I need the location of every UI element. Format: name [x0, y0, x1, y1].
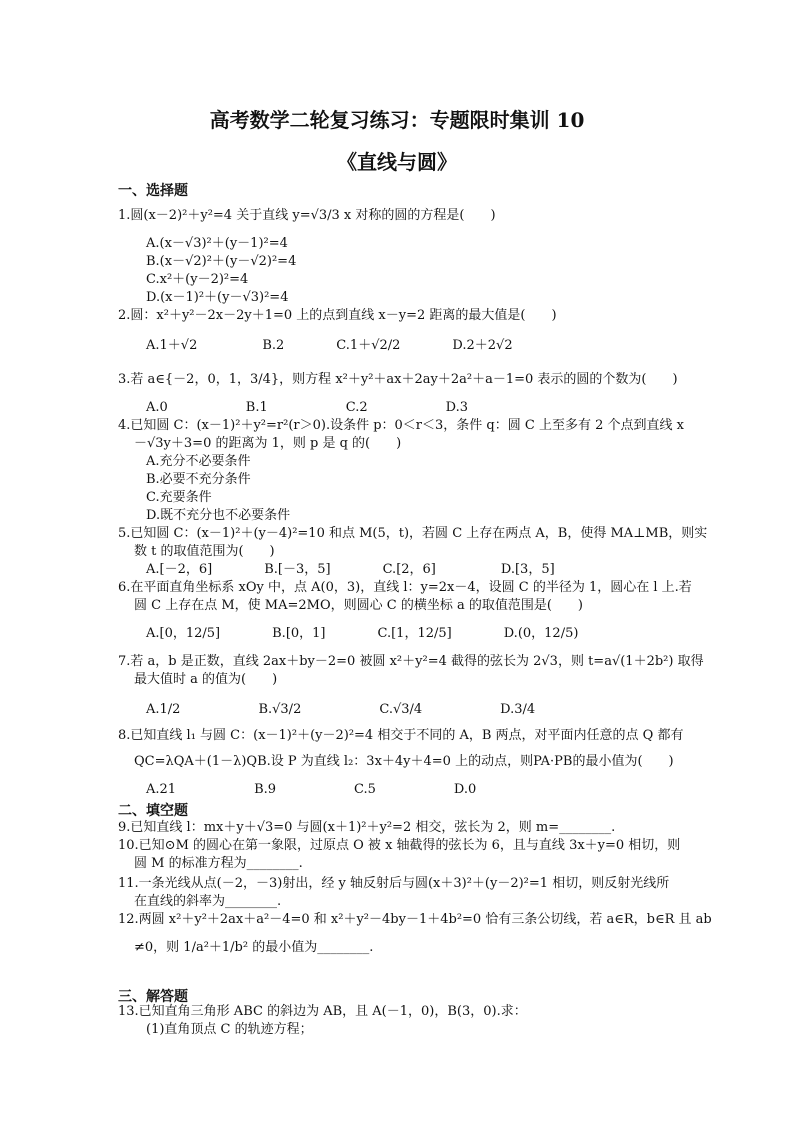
- question-7: 7.若 a，b 是正数，直线 2ax＋by－2=0 被圆 x²＋y²=4 截得的弦长为 2√3，则 t=a√(1＋2b²) 取得: [118, 654, 704, 669]
- question-13-part-1: (1)直角顶点 C 的轨迹方程；: [146, 1022, 313, 1037]
- question-7-options: A.1/2 B.√3/2 C.√3/4 D.3/4: [146, 702, 536, 717]
- section-choice: 一、选择题: [118, 183, 188, 199]
- page-subtitle: 《直线与圆》: [337, 150, 457, 174]
- page-title: 高考数学二轮复习练习：专题限时集训 10: [209, 108, 585, 132]
- question-12-cont: ≠0，则 1/a²＋1/b² 的最小值为________.: [134, 940, 374, 955]
- question-3: 3.若 a∈{－2，0，1，3/4}，则方程 x²＋y²＋ax＋2ay＋2a²＋a－1=0 表示的圆的个数为( ): [118, 372, 678, 387]
- question-4-option-a: A.充分不必要条件: [146, 454, 251, 469]
- question-10: 10.已知⊙M 的圆心在第一象限，过原点 O 被 x 轴截得的弦长为 6，且与直线 3x＋y=0 相切，则: [118, 838, 681, 853]
- section-answer: 三、解答题: [118, 989, 188, 1005]
- question-4-option-c: C.充要条件: [146, 490, 212, 505]
- question-6-cont: 圆 C 上存在点 M，使 MA=2MO，则圆心 C 的横坐标 a 的取值范围是( ): [134, 598, 583, 613]
- question-2-options: A.1＋√2 B.2 C.1＋√2/2 D.2＋2√2: [146, 338, 513, 353]
- question-11: 11.一条光线从点(－2，－3)射出，经 y 轴反射后与圆(x＋3)²＋(y－2)²=1 相切，则反射光线所: [118, 876, 670, 891]
- question-5-cont: 数 t 的取值范围为( ): [134, 544, 275, 559]
- question-8: 8.已知直线 l₁ 与圆 C：(x－1)²＋(y－2)²=4 相交于不同的 A，B 两点，对平面内任意的点 Q 都有: [118, 728, 684, 743]
- question-6: 6.在平面直角坐标系 xOy 中，点 A(0，3)，直线 l：y=2x－4，设圆 C 的半径为 1，圆心在 l 上.若: [118, 580, 692, 595]
- question-7-cont: 最大值时 a 的值为( ): [134, 672, 278, 687]
- question-13: 13.已知直角三角形 ABC 的斜边为 AB，且 A(－1，0)，B(3，0).求：: [118, 1004, 527, 1019]
- question-5-options: A.[－2，6] B.[－3，5] C.[2，6] D.[3，5]: [146, 562, 555, 577]
- question-4-option-b: B.必要不充分条件: [146, 472, 251, 487]
- question-4-option-d: D.既不充分也不必要条件: [146, 508, 291, 523]
- question-8-options: A.21 B.9 C.5 D.0: [146, 782, 477, 797]
- question-1-option-a: A.(x－√3)²＋(y－1)²=4: [146, 236, 288, 251]
- question-11-cont: 在直线的斜率为________.: [134, 894, 282, 909]
- question-2: 2.圆：x²＋y²－2x－2y＋1=0 上的点到直线 x－y=2 距离的最大值是( ): [118, 308, 557, 323]
- question-9: 9.已知直线 l：mx＋y＋√3=0 与圆(x＋1)²＋y²=2 相交，弦长为 2，则 m=________.: [118, 820, 616, 835]
- question-1-option-c: C.x²＋(y－2)²=4: [146, 272, 249, 287]
- question-1: 1.圆(x－2)²＋y²=4 关于直线 y=√3/3 x 对称的圆的方程是( ): [118, 208, 496, 223]
- section-fill: 二、填空题: [118, 803, 188, 819]
- question-1-option-b: B.(x－√2)²＋(y－√2)²=4: [146, 254, 297, 269]
- question-5: 5.已知圆 C：(x－1)²＋(y－4)²=10 和点 M(5，t)，若圆 C 上存在两点 A，B，使得 MA⊥MB，则实: [118, 526, 708, 541]
- question-12: 12.两圆 x²＋y²＋2ax＋a²－4=0 和 x²＋y²－4by－1＋4b²=0 恰有三条公切线，若 a∈R，b∈R 且 ab: [118, 912, 712, 927]
- question-4-cont: －√3y＋3=0 的距离为 1，则 p 是 q 的( ): [134, 436, 402, 451]
- question-3-options: A.0 B.1 C.2 D.3: [146, 400, 468, 415]
- question-8-cont: QC=λQA＋(1－λ)QB.设 P 为直线 l₂：3x＋4y＋4=0 上的动点，则PA·PB的最小值为( ): [134, 754, 674, 769]
- question-1-option-d: D.(x－1)²＋(y－√3)²=4: [146, 290, 289, 305]
- question-10-cont: 圆 M 的标准方程为________.: [134, 856, 303, 871]
- question-6-options: A.[0，12/5] B.[0，1] C.[1，12/5] D.(0，12/5): [146, 626, 579, 641]
- question-4: 4.已知圆 C：(x－1)²＋y²=r²(r＞0).设条件 p：0＜r＜3，条件 q：圆 C 上至多有 2 个点到直线 x: [118, 418, 684, 433]
